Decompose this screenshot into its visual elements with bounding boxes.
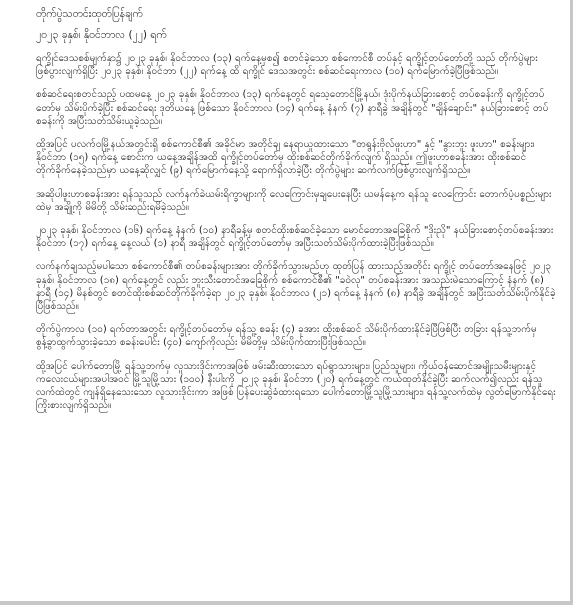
paragraph-5: ၂၀၂၃ ခုနှစ်၊ နိုဝင်ဘာလ (၁၆) ရက်နေ့ နံနက် (၁၀) နာရီခန့်မှ စတင်ထိုးစစ်ဆင်ခဲ့သော မောင်တောအခြေစိုက် "ဒိုးညို" နယ်ခြားစောင့်တပ်စခန်းအား နိုဝင်ဘာ (၁၇) ရက်နေ့ နေ့လယ် (၁) နာရီ အချိန်တွင် ရက္ခိုင့်တပ်တော်မှ အပြီးသတ်သိမ်းပိုက်ထားခဲ့ပြီးဖြစ်သည်။ <box>36 225 554 250</box>
statement-title: တိုက်ပွဲသတင်းထုတ်ပြန်ချက် <box>36 8 143 20</box>
paragraph-2: စစ်ဆင်ရေးစတင်သည့် ပထမနေ့ ၂၀၂၃ ခုနှစ်၊ နိုဝင်ဘာလ (၁၃) ရက်နေ့တွင် ရသေ့တောင်မြို့နယ်၊ ဒုံးပိုက်နယ်ခြားစောင့် တပ်စခန်းကို ရက္ခိုင့်တပ်တော်မှ သိမ်းပိုက်ခဲ့ပြီး စစ်ဆင်ရေး ဒုတိယနေ့ ဖြစ်သော နိုဝင်ဘာလ (၁၄) ရက်နေ့ နံနက် (၇) နာရီခွဲ အချိန်တွင် "ချိန်ချောင်း" နယ်ခြားစောင့် တပ်စခန်းကို အပြီးသတ်သိမ်းယူခဲ့သည်။ <box>36 89 549 127</box>
paragraph-3: ထို့အပြင် ပလက်ဝမြို့နယ်အတွင်းရှိ စစ်ကောင်စီ၏ အခိုင်မာ အတိုင်ချ နေရာယူထားသော "တရွန်းဗိုလ်ဖူးဟာ" နှင့် "နွားဘူး ဖူးဟာ" စခန်းများ၊ နိုဝင်ဘာ (၁၅) ရက်နေ့ စောင်းက ယနေ့အချိန်အထိ ရက္ခိုင့်တပ်တော်မှ ထိုးစစ်ဆင်တိုက်ခိုက်လျက် ရှိသည်။ ဤဖူးဟာစခန်းအား ထိုးစစ်ဆင် တိုက်ခိုက်နေခဲ့သည်မှာ ယနေ့ဆိုလျှင် (၉) ရက်မြောက်နေ့သို့ ရောက်ရှိလာခဲ့ပြီး တိုက်ပွဲများ ဆက်လက်ဖြစ်ပွားလျက်ရှိသည်။ <box>36 139 535 177</box>
paragraph-4: အဆိုပါဖူးဟာစခန်းအား ရန်သူသည် လက်နက်ခဲယမ်းရိက္ခာများကို လေကြောင်းမှချပေးနေပြီး ယမန်နေ့က ရန်သူ လေကြောင်း တောက်ပံ့ပစ္စည်းများထဲမှ အချို့ကို မိမိတို့ သိမ်းဆည်းရမိခဲ့သည်။ <box>36 188 552 213</box>
statement-date: ၂၀၂၃ ခုနှစ်၊ နိုဝင်ဘာလ (၂၂) ရက် <box>36 29 167 41</box>
statement-body <box>36 8 556 422</box>
paragraph-8: ထို့အပြင် ပေါက်တောမြို့ ရန်သူ့ဘက်မှ လူသားဒိုင်းကာအဖြစ် ဖမ်းဆီးထားသော ရပ်ရွာသားများ၊ ပြည်သူများ၊ ကိုယ်ဝန်ဆောင်အမျိုးသမီးများနှင့် ကလေးငယ်များအပါအဝင် မြို့သူမြို့သား (၁၀၀) နီးပါးကို ၂၀၂၃ ခုနှစ်၊ နိုဝင်ဘာ (၂၀) ရက်နေ့တွင် ကယ်ထုတ်နိုင်ခဲ့ပြီး ဆက်လက်၍လည်း ရန်သူလက်ထဲတွင် ကျန်ရှိနေသေးသော လူသားဒိုင်းကာ အဖြစ် ပြန်ပေးဆွဲခံထားရသော ပေါက်တောမြို့သူမြို့သားများ၊ ရန်သူ့လက်ထဲမှ လွတ်မြောက်နိုင်ရေး ကြိုးစားလျက်ရှိသည်။ <box>36 360 556 412</box>
paragraph-6: လက်နက်ချသည့်မပါသော စစ်ကောင်စီ၏ တပ်စခန်းများအား တိုက်ခိုက်သွားမည်ဟု ထုတ်ပြန် ထားသည့်အတိုင်း ရက္ခိုင့် တပ်တော်အနေဖြင့် ၂၀၂၃ ခုနှစ်၊ နိုဝင်ဘာလ (၁၈) ရက်နေ့တွင် လည်း ဘူးသီးတောင်အခြေစိုက် စစ်ကောင်စီ၏ "ခဝဲလု" တပ်စခန်းအား အသည်းမဲသောကြောင့် နံနက် (၈) နာရီ (၁၄) မိနစ်တွင် စတင်ထိုးစစ်ဆင်တိုက်ခိုက်ခဲ့ရာ ၂၀၂၃ ခုနှစ်၊ နိုဝင်ဘာလ (၂၁) ရက်နေ့ နံနက် (၈) နာရီခွဲ အချိန်တွင် အပြီးသတ်သိမ်းပိုက်နိုင်ခဲ့ပြီဖြစ်သည်။ <box>36 261 556 313</box>
paragraph-7: တိုက်ပွဲကာလ (၁၀) ရက်တာအတွင်း ရက္ခိုင့်တပ်တော်မှ ရန်သူ့ စခန်း (၄) ခုအား ထိုးစစ်ဆင် သိမ်းပိုက်ထားနိုင်ခဲ့ပြီဖြစ်ပြီး တခြား ရန်သူ့ဘက်မှ စွန့်ခွာထွက်သွားခဲ့သော စခန်းပေါင်း (၄၀) ကျော်ကိုလည်း မိမိတို့မှ သိမ်းပိုက်ထားပြီးဖြစ်သည်။ <box>36 324 537 349</box>
paragraph-1: ရက္ခိုင်ဒေသစစ်မျက်နှာ၌ ၂၀၂၃ ခုနှစ်၊ နိုဝင်ဘာလ (၁၃) ရက်နေ့မှစ၍ စတင်ခဲ့သော စစ်ကောင်စီ တပ်နှင့် ရက္ခိုင့်တပ်တော်တို့ သည် တိုက်ပွဲများ ဖြစ်ပွားလျက်ရှိပြီး ၂၀၂၃ ခုနှစ်၊ နိုဝင်ဘာ (၂၂) ရက်နေ့ ထိ ရက္ခိုင် ဒေသအတွင်း စစ်ဆင်ရေးကာလ (၁၀) ရက်မြောက်ခဲ့ပြီဖြစ်သည်။ <box>36 53 538 78</box>
